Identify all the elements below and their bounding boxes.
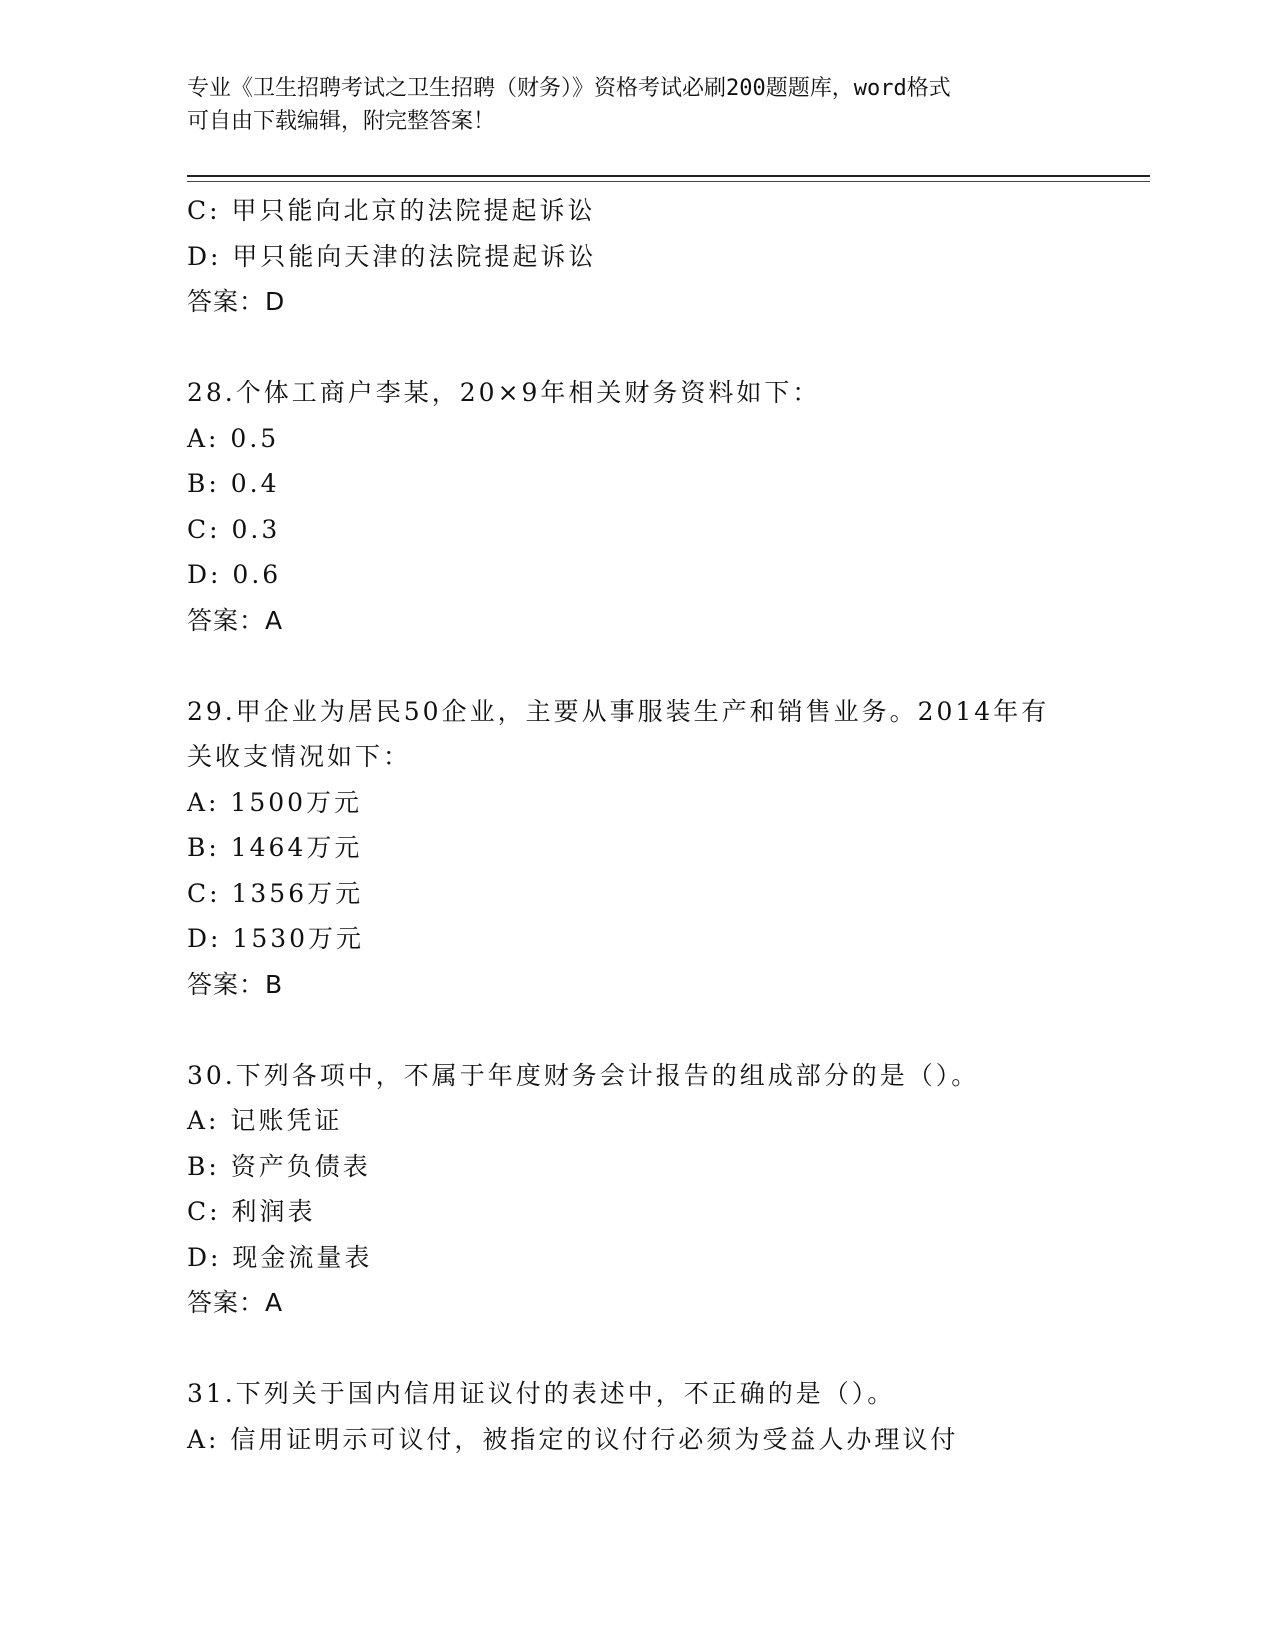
question-block — [187, 1053, 1147, 1326]
question-block — [187, 1371, 1147, 1462]
block-gap — [187, 1007, 1147, 1053]
option-d: D: 现金流量表 — [187, 1242, 373, 1272]
option-a: A: 1500万元 — [187, 787, 363, 817]
option-b: B: 1464万元 — [187, 833, 363, 862]
question-block — [187, 370, 1147, 643]
question-block — [187, 188, 1147, 325]
answer-line: 答案：A — [187, 1288, 284, 1317]
question-text-continued: 关收支情况如下： — [187, 742, 412, 771]
option-c: C: 利润表 — [187, 1197, 316, 1226]
option-d: D: 甲只能向天津的法院提起诉讼 — [187, 241, 597, 271]
option-d: D: 1530万元 — [187, 924, 365, 953]
header-line-1: 专业《卫生招聘考试之卫生招聘（财务）》资格考试必刷200题题库，word格式 — [187, 76, 951, 101]
question-text: 29.甲企业为居民50企业，主要从事服装生产和销售业务。2014年有 — [187, 696, 1050, 726]
block-gap — [187, 325, 1147, 371]
question-text: 30.下列各项中，不属于年度财务会计报告的组成部分的是（）。 — [187, 1060, 980, 1090]
option-d: D: 0.6 — [187, 560, 282, 589]
answer-line: 答案：A — [187, 605, 284, 635]
option-b: B: 0.4 — [187, 469, 280, 498]
option-b: B: 资产负债表 — [187, 1151, 371, 1181]
header-line-2: 可自由下载编辑，附完整答案！ — [187, 109, 496, 134]
answer-line: 答案：B — [187, 969, 284, 999]
option-a: A: 0.5 — [187, 423, 280, 453]
document-header — [187, 72, 1067, 138]
answer-line: 答案：D — [187, 287, 286, 316]
option-c: C: 1356万元 — [187, 878, 364, 908]
option-c: C: 0.3 — [187, 514, 281, 544]
option-c: C: 甲只能向北京的法院提起诉讼 — [187, 196, 596, 225]
header-rule-thick — [187, 175, 1150, 177]
question-text: 31.下列关于国内信用证议付的表述中，不正确的是（）。 — [187, 1379, 896, 1408]
question-block — [187, 689, 1147, 1008]
header-rule-thin — [187, 181, 1150, 182]
question-list — [187, 188, 1147, 1462]
block-gap — [187, 1326, 1147, 1372]
block-gap — [187, 643, 1147, 689]
question-text: 28.个体工商户李某，20×9年相关财务资料如下： — [187, 378, 821, 407]
option-a: A: 信用证明示可议付，被指定的议付行必须为受益人办理议付 — [187, 1424, 959, 1454]
option-a: A: 记账凭证 — [187, 1106, 343, 1135]
